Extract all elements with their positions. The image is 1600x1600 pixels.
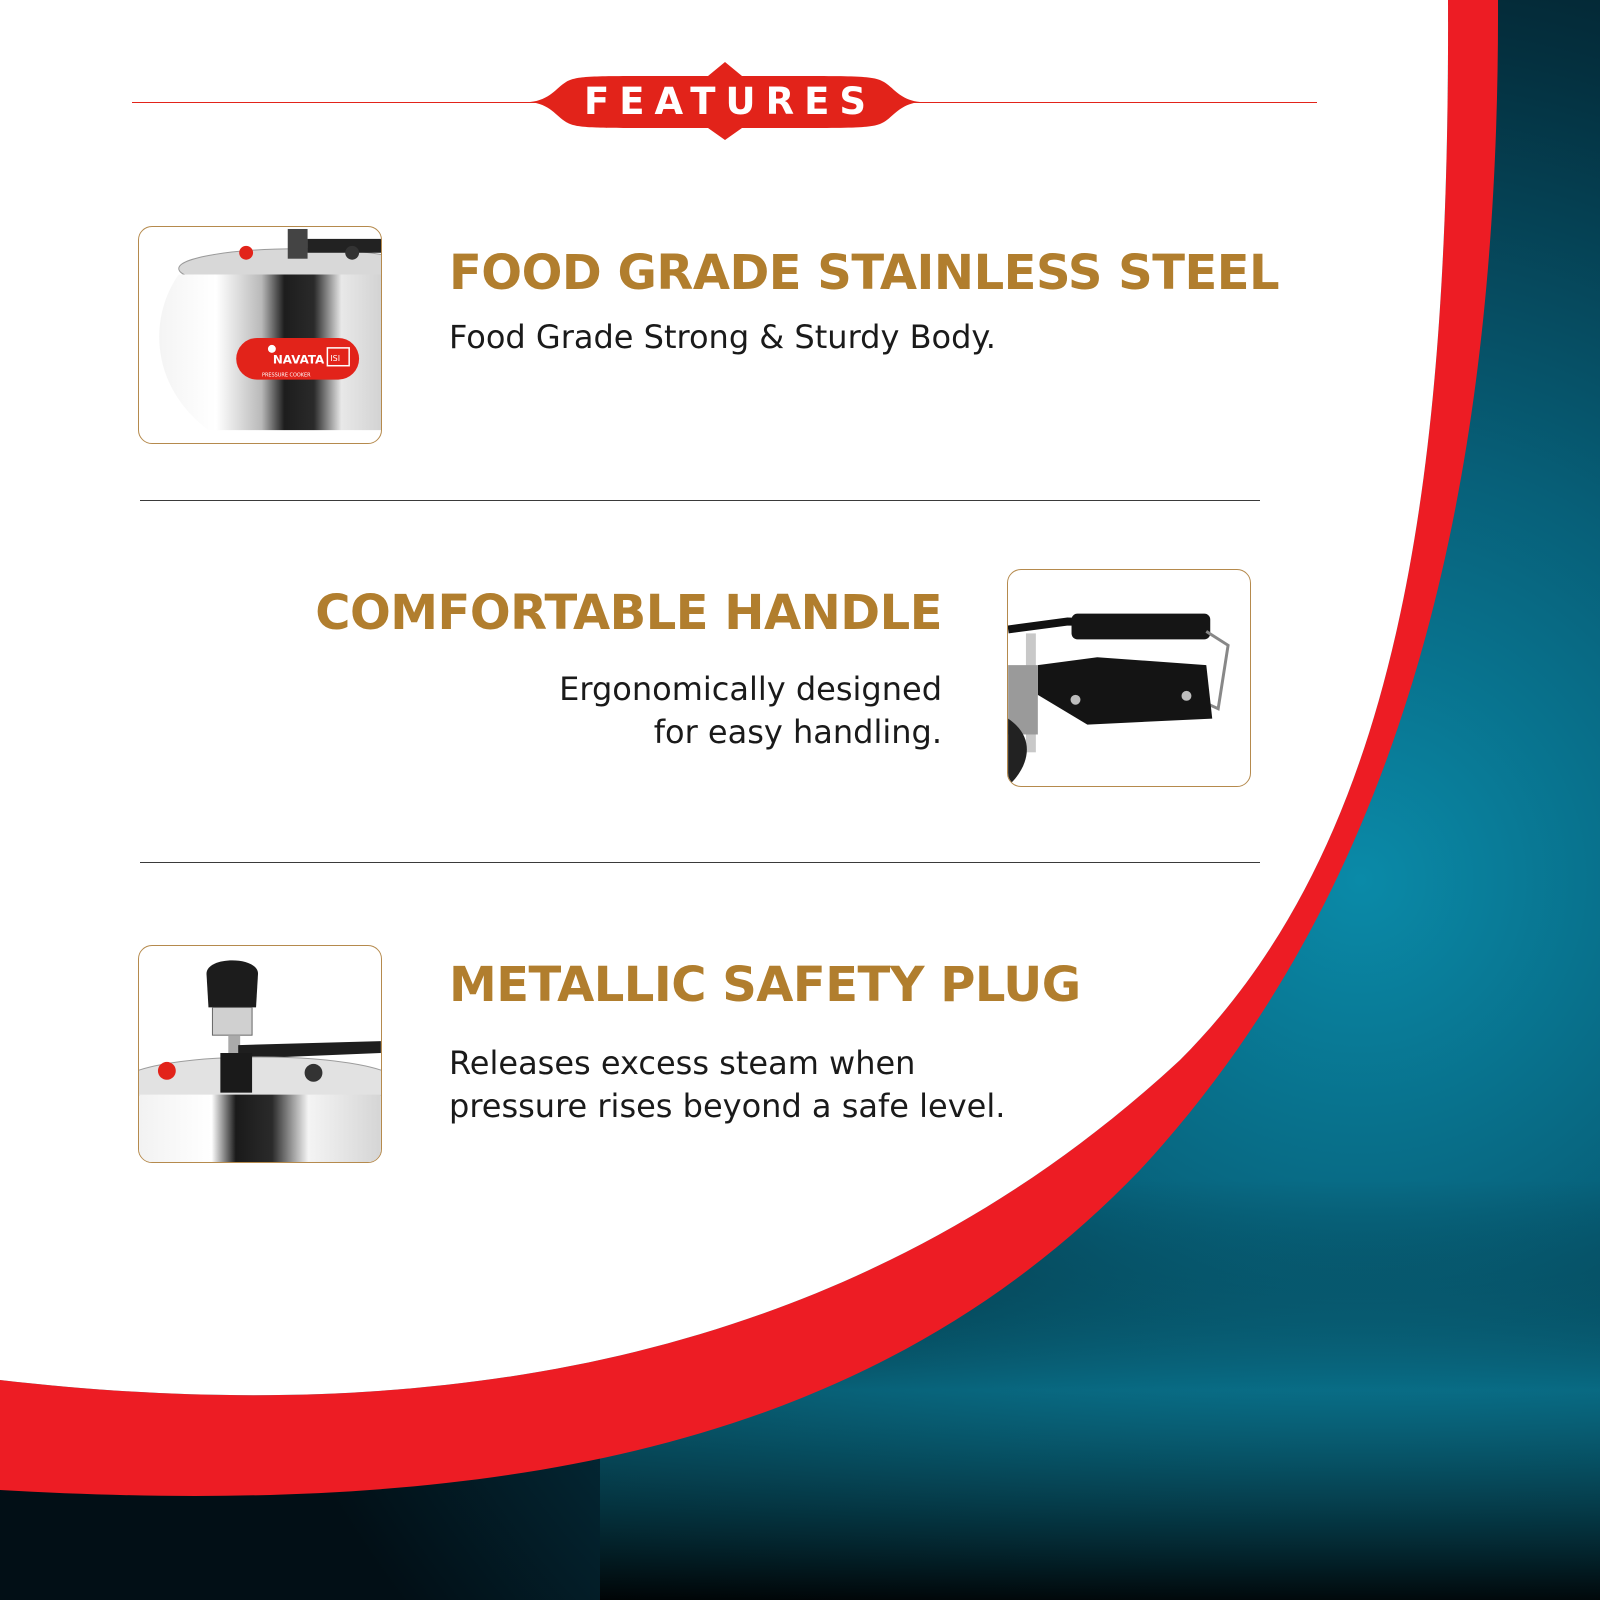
divider-2 xyxy=(140,862,1260,863)
feature-desc-safety-plug xyxy=(449,1042,1005,1128)
feature-desc-line: pressure rises beyond a safe level. xyxy=(449,1087,1006,1125)
safety-plug-icon xyxy=(139,946,381,1162)
header-line-left xyxy=(132,102,542,103)
divider-1 xyxy=(140,500,1260,501)
feature-desc-line: Releases excess steam when xyxy=(449,1044,916,1082)
features-heading: FEATURES xyxy=(583,79,876,123)
pressure-cooker-body-icon xyxy=(139,227,381,443)
brand-label: NAVATA xyxy=(272,352,325,367)
header-line-right xyxy=(905,102,1317,103)
brand-sublabel: PRESSURE COOKER xyxy=(261,372,311,379)
feature-image-cooker-body xyxy=(138,226,382,444)
feature-desc-stainless-steel xyxy=(449,316,996,359)
feature-title-handle: COMFORTABLE HANDLE xyxy=(315,585,942,641)
feature-desc-line: Ergonomically designed xyxy=(559,670,942,708)
isi-badge: ISI xyxy=(330,353,341,363)
feature-title-stainless-steel: FOOD GRADE STAINLESS STEEL xyxy=(449,245,1280,301)
feature-desc-line: Food Grade Strong & Sturdy Body. xyxy=(449,318,996,356)
feature-image-safety-plug xyxy=(138,945,382,1163)
feature-desc-handle xyxy=(559,668,942,754)
feature-image-handle xyxy=(1007,569,1251,787)
feature-desc-line: for easy handling. xyxy=(653,713,942,751)
cooker-handle-icon xyxy=(1008,570,1250,786)
feature-title-safety-plug: METALLIC SAFETY PLUG xyxy=(449,957,1081,1013)
